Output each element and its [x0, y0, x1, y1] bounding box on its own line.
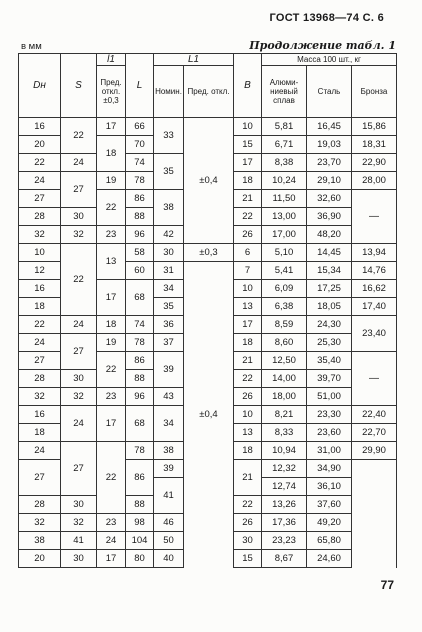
cell-nominal: 38	[154, 190, 184, 226]
cell-steel: 31,00	[307, 442, 352, 460]
cell-s: 27	[61, 172, 97, 208]
cell-steel: 48,20	[307, 226, 352, 244]
cell-b: 26	[234, 226, 262, 244]
cell-b: 10	[234, 406, 262, 424]
cell-bronze: 15,86	[352, 118, 397, 136]
cell-dn: 32	[19, 514, 61, 532]
cell-bronze	[352, 460, 397, 568]
cell-steel: 19,03	[307, 136, 352, 154]
cell-l: 80	[126, 550, 154, 568]
cell-l1: 22	[97, 352, 126, 388]
cell-dn: 10	[19, 244, 61, 262]
cell-nominal: 36	[154, 316, 184, 334]
cell-s: 32	[61, 388, 97, 406]
cell-l: 78	[126, 442, 154, 460]
cell-nominal: 42	[154, 226, 184, 244]
cell-aluminum: 8,38	[262, 154, 307, 172]
cell-nominal: 35	[154, 154, 184, 190]
cell-l1: 17	[97, 118, 126, 136]
cell-steel: 18,05	[307, 298, 352, 316]
col-l-header: L	[126, 54, 154, 118]
cell-nominal: 46	[154, 514, 184, 532]
cell-l1: 22	[97, 442, 126, 514]
cell-l: 78	[126, 172, 154, 190]
cell-steel: 23,60	[307, 424, 352, 442]
cell-steel: 65,80	[307, 532, 352, 550]
cell-b: 10	[234, 280, 262, 298]
cell-b: 15	[234, 136, 262, 154]
cell-l: 96	[126, 226, 154, 244]
cell-aluminum: 10,24	[262, 172, 307, 190]
cell-aluminum: 17,00	[262, 226, 307, 244]
cell-dn: 18	[19, 424, 61, 442]
cell-steel: 36,90	[307, 208, 352, 226]
cell-nominal: 40	[154, 550, 184, 568]
cell-s: 24	[61, 316, 97, 334]
cell-l1: 17	[97, 280, 126, 316]
cell-b: 13	[234, 298, 262, 316]
cell-steel: 37,60	[307, 496, 352, 514]
cell-l: 86	[126, 460, 154, 496]
table-continuation-title: Продолжение табл. 1	[249, 39, 396, 52]
cell-nominal: 37	[154, 334, 184, 352]
cell-dn: 18	[19, 298, 61, 316]
cell-b: 22	[234, 496, 262, 514]
cell-bronze: —	[352, 352, 397, 406]
col-dn-header: Dн	[19, 54, 61, 118]
cell-l1: 17	[97, 550, 126, 568]
cell-aluminum: 13,00	[262, 208, 307, 226]
cell-bronze: 22,90	[352, 154, 397, 172]
cell-l: 96	[126, 388, 154, 406]
cell-bronze: 23,40	[352, 316, 397, 352]
cell-s: 24	[61, 406, 97, 442]
cell-s: 22	[61, 244, 97, 316]
cell-b: 17	[234, 154, 262, 172]
cell-aluminum: 23,23	[262, 532, 307, 550]
cell-b: 18	[234, 334, 262, 352]
cell-l1: 22	[97, 190, 126, 226]
cell-aluminum: 6,71	[262, 136, 307, 154]
cell-b: 18	[234, 442, 262, 460]
cell-nominal: 35	[154, 298, 184, 316]
cell-steel: 25,30	[307, 334, 352, 352]
col-L1-header: L1	[154, 54, 234, 66]
cell-l: 74	[126, 154, 154, 172]
cell-aluminum: 14,00	[262, 370, 307, 388]
cell-bronze: 22,70	[352, 424, 397, 442]
cell-nominal: 33	[154, 118, 184, 154]
cell-aluminum: 8,67	[262, 550, 307, 568]
cell-s: 41	[61, 532, 97, 550]
cell-aluminum: 6,09	[262, 280, 307, 298]
cell-s: 30	[61, 550, 97, 568]
cell-steel: 36,10	[307, 478, 352, 496]
cell-dn: 28	[19, 208, 61, 226]
cell-b: 10	[234, 118, 262, 136]
cell-l: 104	[126, 532, 154, 550]
cell-l1: 23	[97, 514, 126, 532]
col-b-header: B	[234, 54, 262, 118]
cell-l: 68	[126, 280, 154, 316]
cell-steel: 23,30	[307, 406, 352, 424]
cell-dn: 12	[19, 262, 61, 280]
document-header: ГОСТ 13968—74 С. 6	[269, 12, 384, 24]
cell-aluminum: 12,74	[262, 478, 307, 496]
cell-b: 18	[234, 172, 262, 190]
cell-l: 60	[126, 262, 154, 280]
cell-bronze: 22,40	[352, 406, 397, 424]
cell-l1: 24	[97, 532, 126, 550]
cell-aluminum: 12,50	[262, 352, 307, 370]
cell-dn: 16	[19, 118, 61, 136]
cell-s: 22	[61, 118, 97, 154]
cell-bronze: 28,00	[352, 172, 397, 190]
col-nominal-header: Номин.	[154, 66, 184, 118]
cell-aluminum: 18,00	[262, 388, 307, 406]
cell-b: 21	[234, 352, 262, 370]
cell-b: 30	[234, 532, 262, 550]
cell-l1: 18	[97, 136, 126, 172]
cell-dn: 32	[19, 388, 61, 406]
cell-dn: 20	[19, 550, 61, 568]
cell-l: 74	[126, 316, 154, 334]
cell-nominal: 43	[154, 388, 184, 406]
cell-bronze: 13,94	[352, 244, 397, 262]
cell-s: 30	[61, 370, 97, 388]
cell-l: 88	[126, 208, 154, 226]
cell-bronze: 29,90	[352, 442, 397, 460]
cell-l1: 19	[97, 334, 126, 352]
cell-dn: 27	[19, 352, 61, 370]
cell-b: 13	[234, 424, 262, 442]
cell-aluminum: 17,36	[262, 514, 307, 532]
cell-b: 15	[234, 550, 262, 568]
cell-aluminum: 5,41	[262, 262, 307, 280]
cell-l: 88	[126, 496, 154, 514]
cell-l: 70	[126, 136, 154, 154]
cell-b: 22	[234, 370, 262, 388]
cell-dn: 16	[19, 280, 61, 298]
cell-l: 68	[126, 406, 154, 442]
cell-steel: 51,00	[307, 388, 352, 406]
cell-bronze: 16,62	[352, 280, 397, 298]
cell-bronze: 18,31	[352, 136, 397, 154]
cell-l: 88	[126, 370, 154, 388]
cell-l: 66	[126, 118, 154, 136]
cell-bronze: —	[352, 190, 397, 244]
cell-tolerance: ±0,4	[184, 262, 234, 568]
cell-dn: 20	[19, 136, 61, 154]
cell-dn: 24	[19, 334, 61, 352]
cell-aluminum: 12,32	[262, 460, 307, 478]
cell-l: 86	[126, 190, 154, 208]
cell-bronze: 14,76	[352, 262, 397, 280]
cell-nominal: 31	[154, 262, 184, 280]
cell-aluminum: 5,10	[262, 244, 307, 262]
cell-b: 7	[234, 262, 262, 280]
cell-dn: 28	[19, 496, 61, 514]
cell-nominal: 50	[154, 532, 184, 550]
cell-steel: 49,20	[307, 514, 352, 532]
cell-tolerance: ±0,3	[184, 244, 234, 262]
col-steel-header: Сталь	[307, 66, 352, 118]
cell-nominal: 39	[154, 460, 184, 478]
cell-aluminum: 8,33	[262, 424, 307, 442]
cell-aluminum: 8,60	[262, 334, 307, 352]
cell-b: 26	[234, 514, 262, 532]
page-number: 77	[380, 578, 394, 592]
cell-steel: 29,10	[307, 172, 352, 190]
cell-steel: 32,60	[307, 190, 352, 208]
cell-nominal: 30	[154, 244, 184, 262]
cell-tolerance: ±0,4	[184, 118, 234, 244]
cell-aluminum: 10,94	[262, 442, 307, 460]
cell-steel: 17,25	[307, 280, 352, 298]
cell-dn: 16	[19, 406, 61, 424]
cell-l1: 18	[97, 316, 126, 334]
cell-s: 27	[61, 334, 97, 370]
col-L1-tolerance-header: Пред. откл.	[184, 66, 234, 118]
cell-s: 27	[61, 442, 97, 496]
cell-nominal: 39	[154, 352, 184, 388]
units-label: в мм	[21, 41, 42, 52]
cell-b: 21	[234, 190, 262, 208]
col-bronze-header: Бронза	[352, 66, 397, 118]
cell-aluminum: 5,81	[262, 118, 307, 136]
dimensions-table	[18, 53, 397, 568]
col-l1-tolerance-header: Пред. откл. ±0,3	[97, 66, 126, 118]
cell-b: 26	[234, 388, 262, 406]
cell-steel: 14,45	[307, 244, 352, 262]
cell-dn: 22	[19, 316, 61, 334]
cell-dn: 27	[19, 190, 61, 208]
cell-bronze: 17,40	[352, 298, 397, 316]
cell-steel: 16,45	[307, 118, 352, 136]
cell-aluminum: 8,21	[262, 406, 307, 424]
cell-nominal: 41	[154, 478, 184, 514]
cell-nominal: 38	[154, 442, 184, 460]
cell-s: 32	[61, 514, 97, 532]
cell-aluminum: 8,59	[262, 316, 307, 334]
cell-aluminum: 11,50	[262, 190, 307, 208]
cell-steel: 15,34	[307, 262, 352, 280]
cell-steel: 35,40	[307, 352, 352, 370]
cell-steel: 24,60	[307, 550, 352, 568]
cell-l: 58	[126, 244, 154, 262]
cell-dn: 27	[19, 460, 61, 496]
cell-b: 21	[234, 460, 262, 496]
cell-b: 17	[234, 316, 262, 334]
cell-l1: 19	[97, 172, 126, 190]
cell-dn: 24	[19, 172, 61, 190]
cell-l1: 13	[97, 244, 126, 280]
cell-s: 30	[61, 496, 97, 514]
cell-steel: 23,70	[307, 154, 352, 172]
cell-dn: 32	[19, 226, 61, 244]
cell-b: 6	[234, 244, 262, 262]
col-s-header: S	[61, 54, 97, 118]
cell-aluminum: 13,26	[262, 496, 307, 514]
cell-steel: 24,30	[307, 316, 352, 334]
col-aluminum-header: Алюми-ниевый сплав	[262, 66, 307, 118]
cell-dn: 28	[19, 370, 61, 388]
cell-b: 22	[234, 208, 262, 226]
cell-l: 86	[126, 352, 154, 370]
cell-nominal: 34	[154, 406, 184, 442]
cell-aluminum: 6,38	[262, 298, 307, 316]
cell-l1: 17	[97, 406, 126, 442]
cell-s: 30	[61, 208, 97, 226]
cell-l: 98	[126, 514, 154, 532]
cell-dn: 22	[19, 154, 61, 172]
cell-s: 24	[61, 154, 97, 172]
cell-s: 32	[61, 226, 97, 244]
cell-l1: 23	[97, 388, 126, 406]
cell-dn: 38	[19, 532, 61, 550]
cell-steel: 39,70	[307, 370, 352, 388]
cell-dn: 24	[19, 442, 61, 460]
cell-steel: 34,90	[307, 460, 352, 478]
cell-l: 78	[126, 334, 154, 352]
col-mass-header: Масса 100 шт., кг	[262, 54, 397, 66]
col-l1-header: l1	[97, 54, 126, 66]
cell-l1: 23	[97, 226, 126, 244]
cell-nominal: 34	[154, 280, 184, 298]
